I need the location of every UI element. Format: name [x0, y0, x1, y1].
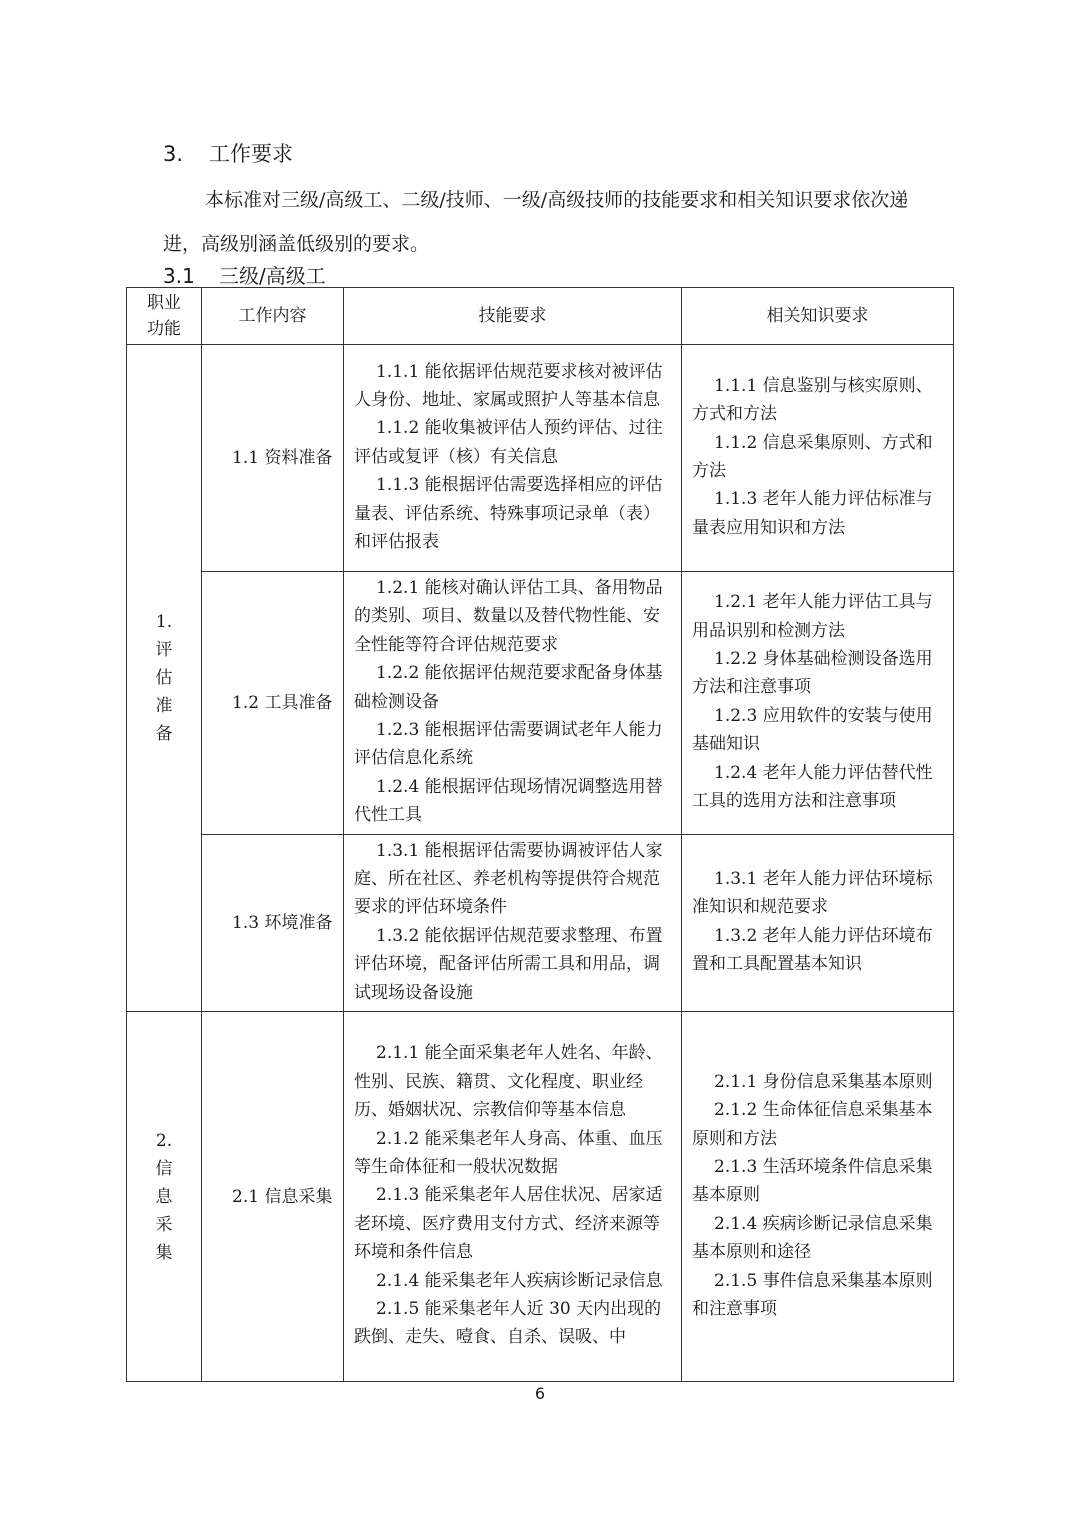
section-heading: [163, 138, 293, 168]
skills-cell: 1.2.1 能核对确认评估工具、备用物品的类别、项目、数量以及替代物性能、安全性能等符合评估规范要求 1.2.2 能依据评估规范要求配备身体基础检测设备 1.2.3 能根据评估需要调试老年人能力评估信息化系统 1.2.4 能根据评估现场情况调整选用替代性工具: [344, 572, 682, 835]
content-cell: 1.3 环境准备: [202, 834, 344, 1011]
function-cell: 1.评估准备: [127, 345, 202, 1012]
knowledge-cell: 1.3.1 老年人能力评估环境标准知识和规范要求 1.3.2 老年人能力评估环境布置和工具配置基本知识: [682, 834, 954, 1011]
section-title: 工作要求: [209, 142, 293, 166]
header-knowledge: 相关知识要求: [682, 288, 954, 345]
knowledge-cell: 1.1.1 信息鉴别与核实原则、方式和方法 1.1.2 信息采集原则、方式和方法 1.1.3 老年人能力评估标准与量表应用知识和方法: [682, 345, 954, 572]
skills-cell: 1.1.1 能依据评估规范要求核对被评估人身份、地址、家属或照护人等基本信息 1.1.2 能收集被评估人预约评估、过往评估或复评（核）有关信息 1.1.3 能根据评估需要选择相应的评估量表、评估系统、特殊事项记录单（表）和评估报表: [344, 345, 682, 572]
content-cell: 2.1 信息采集: [202, 1012, 344, 1382]
subsection-heading: [163, 260, 326, 289]
header-function: 职业功能: [127, 288, 202, 345]
table-row: [127, 834, 954, 1011]
table-row: [127, 572, 954, 835]
content-cell: 1.2 工具准备: [202, 572, 344, 835]
table-row: [127, 345, 954, 572]
skills-cell: 2.1.1 能全面采集老年人姓名、年龄、性别、民族、籍贯、文化程度、职业经历、婚姻状况、宗教信仰等基本信息 2.1.2 能采集老年人身高、体重、血压等生命体征和一般状况数据 2.1.3 能采集老年人居住状况、居家适老环境、医疗费用支付方式、经济来源等环境和条件信息 2.1.4 能采集老年人疾病诊断记录信息 2.1.5 能采集老年人近 30 天内出现的跌倒、走失、噎食、自杀、误吸、中: [344, 1012, 682, 1382]
knowledge-cell: 1.2.1 老年人能力评估工具与用品识别和检测方法 1.2.2 身体基础检测设备选用方法和注意事项 1.2.3 应用软件的安装与使用基础知识 1.2.4 老年人能力评估替代性工具的选用方法和注意事项: [682, 572, 954, 835]
skills-cell: 1.3.1 能根据评估需要协调被评估人家庭、所在社区、养老机构等提供符合规范要求的评估环境条件 1.3.2 能依据评估规范要求整理、布置评估环境，配备评估所需工具和用品，调试现场设备设施: [344, 834, 682, 1011]
page-number: 6: [534, 1384, 546, 1403]
knowledge-cell: 2.1.1 身份信息采集基本原则 2.1.2 生命体征信息采集基本原则和方法 2.1.3 生活环境条件信息采集基本原则 2.1.4 疾病诊断记录信息采集基本原则和途径 2.1.5 事件信息采集基本原则和注意事项: [682, 1012, 954, 1382]
header-skills: 技能要求: [344, 288, 682, 345]
header-content: 工作内容: [202, 288, 344, 345]
table-row: [127, 1012, 954, 1382]
intro-paragraph: 本标准对三级/高级工、二级/技师、一级/高级技师的技能要求和相关知识要求依次递进，高级别涵盖低级别的要求。: [163, 189, 909, 255]
subsection-number: 3.1: [163, 264, 195, 288]
section-number: 3.: [163, 142, 184, 166]
function-cell: 2.信息采集: [127, 1012, 202, 1382]
subsection-title: 三级/高级工: [219, 264, 326, 288]
table-header-row: [127, 288, 954, 345]
content-cell: 1.1 资料准备: [202, 345, 344, 572]
requirements-table: [126, 287, 954, 1382]
